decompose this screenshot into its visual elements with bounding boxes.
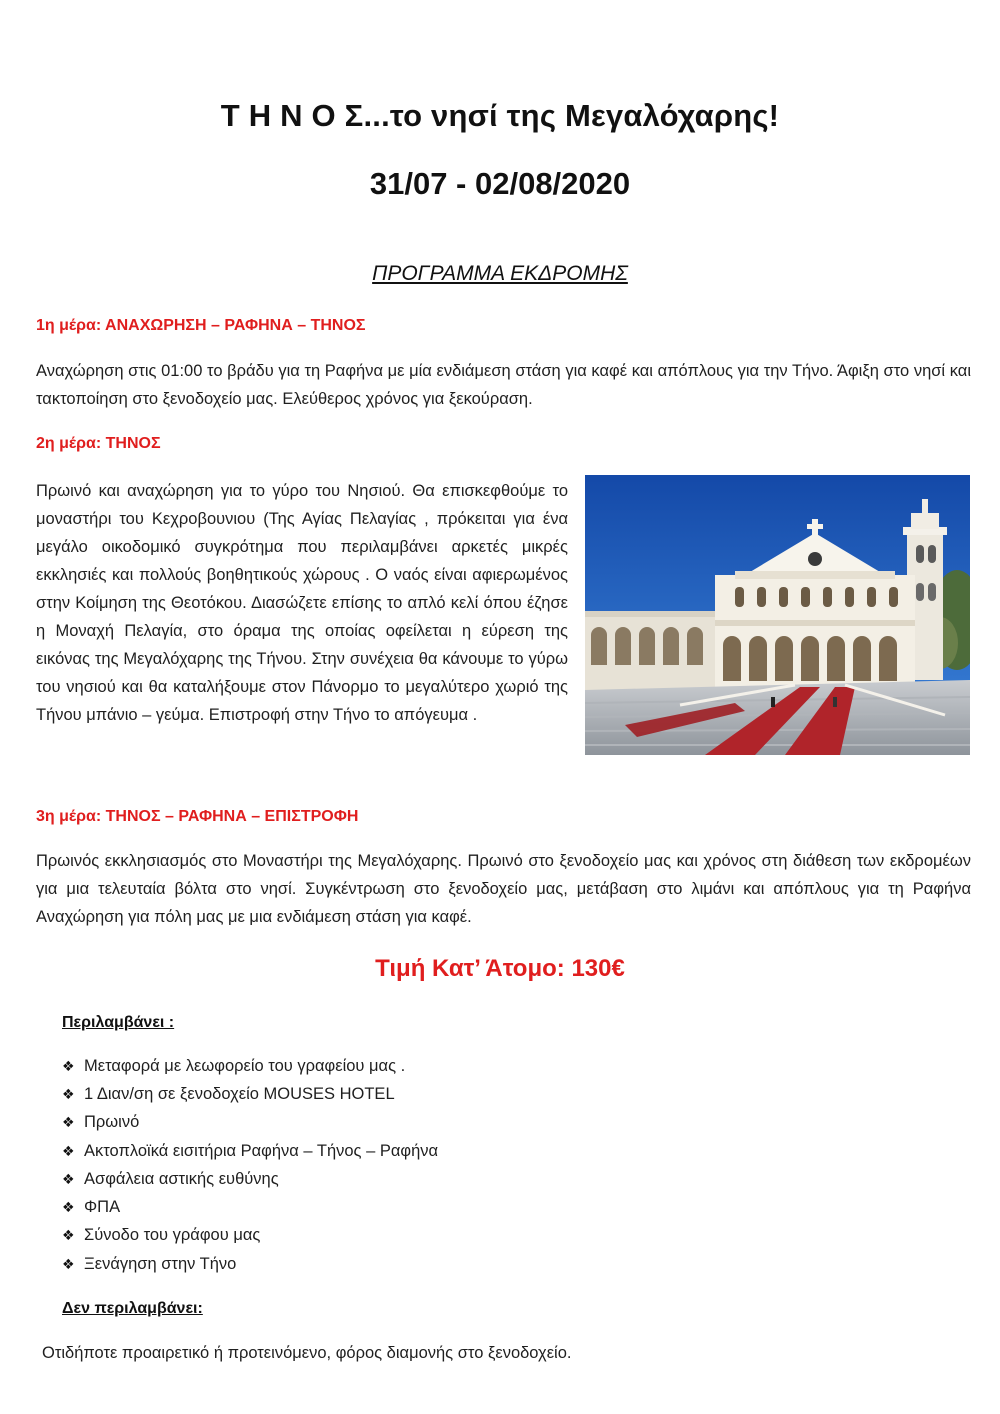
list-item (62, 1137, 438, 1165)
program-heading: ΠΡΟΓΡΑΜΜΑ ΕΚΔΡΟΜΗΣ (372, 262, 628, 285)
price-per-person: Τιμή Κατ’ Άτομο: 130€ (375, 955, 625, 982)
list-item (62, 1222, 438, 1250)
list-item-label: Πρωινό (84, 1113, 140, 1132)
list-item-label: Σύνοδο του γράφου μας (84, 1226, 261, 1245)
day-1-text: Αναχώρηση στις 01:00 το βράδυ για τη Ραφήνα με μία ενδιάμεση στάση για καφέ και απόπλους για την Τήνο. Άφιξη στο νησί και τακτοποίηση στο ξενοδοχείο μας. Ελεύθερος χρόνος για ξεκούραση. (36, 362, 971, 408)
day-3-title: 3η μέρα: ΤΗΝΟΣ – ΡΑΦΗΝΑ – ΕΠΙΣΤΡΟΦΗ (36, 808, 359, 825)
includes-heading: Περιλαμβάνει : (62, 1014, 175, 1031)
diamond-bullet-icon: ❖ (62, 1199, 75, 1216)
day-1-title: 1η μέρα: ΑΝΑΧΩΡΗΣΗ – ΡΑΦΗΝΑ – ΤΗΝΟΣ (36, 317, 366, 334)
list-item (62, 1193, 438, 1221)
diamond-bullet-icon: ❖ (62, 1227, 75, 1244)
list-item (62, 1250, 438, 1278)
list-item-label: Ξενάγηση στην Τήνο (84, 1254, 237, 1273)
list-item-label: ΦΠΑ (84, 1198, 121, 1217)
list-item-label: Μεταφορά με λεωφορείο του γραφείου μας . (84, 1056, 406, 1075)
page-title: Τ Η Ν Ο Σ...το νησί της Μεγαλόχαρης! (220, 98, 780, 133)
list-item (62, 1052, 438, 1080)
diamond-bullet-icon: ❖ (62, 1170, 75, 1187)
excludes-text: Οτιδήποτε προαιρετικό ή προτεινόμενο, φόρος διαμονής στο ξενοδοχείο. (42, 1344, 572, 1362)
list-item (62, 1109, 438, 1137)
trip-dates: 31/07 - 02/08/2020 (369, 166, 631, 201)
day-3-text: Πρωινός εκκλησιασμός στο Μοναστήρι της Μεγαλόχαρης. Πρωινό στο ξενοδοχείο μας και χρόνος στη διάθεση των εκδρομέων για μια τελευταία βόλτα στο νησί. Συγκέντρωση στο ξενοδοχείο μας, μετάβαση στο λιμάνι και απόπλους για τη Ραφήνα Αναχώρηση για πόλη μας με μια ενδιάμεση στάση για καφέ. (36, 852, 971, 926)
includes-list (62, 1052, 438, 1278)
church-photo (585, 475, 970, 755)
diamond-bullet-icon: ❖ (62, 1142, 75, 1159)
excludes-heading: Δεν περιλαμβάνει: (62, 1300, 203, 1317)
list-item (62, 1165, 438, 1193)
day-2-text: Πρωινό και αναχώρηση για το γύρο του Νησιού. Θα επισκεφθούμε το μοναστήρι του Κεχροβουνιου (Της Αγίας Πελαγίας , πρόκειται για ένα μεγάλο οικοδομικό συγκρότημα που περιλαμβάνει αρκετές μικρές εκκλησιές και πολλούς βοηθητικούς χώρους . Ο ναός είναι αφιερωμένος στην Κοίμηση της Θεοτόκου. Διασώζετε επίσης το απλό κελί όπου έζησε η Μοναχή Πελαγία, στο όραμα της οποίας οφείλεται η εύρεση της εικόνας της Μεγαλόχαρης της Τήνου. Στην συνέχεια θα κάνουμε το γύρω του νησιού και θα καταλήξουμε στον Πάνορμο το μεγαλύτερο χωριό της Τήνου μπάνιο – γεύμα. Επιστροφή στην Τήνο το απόγευμα . (36, 482, 568, 724)
day-2-title: 2η μέρα: ΤΗΝΟΣ (36, 435, 161, 452)
list-item (62, 1080, 438, 1108)
diamond-bullet-icon: ❖ (62, 1255, 75, 1272)
list-item-label: 1 Διαν/ση σε ξενοδοχείο MOUSES HOTEL (84, 1084, 395, 1103)
list-item-label: Ακτοπλοϊκά εισιτήρια Ραφήνα – Τήνος – Ραφήνα (84, 1141, 439, 1160)
diamond-bullet-icon: ❖ (62, 1085, 75, 1102)
diamond-bullet-icon: ❖ (62, 1057, 75, 1074)
diamond-bullet-icon: ❖ (62, 1114, 75, 1131)
list-item-label: Ασφάλεια αστικής ευθύνης (84, 1169, 279, 1188)
